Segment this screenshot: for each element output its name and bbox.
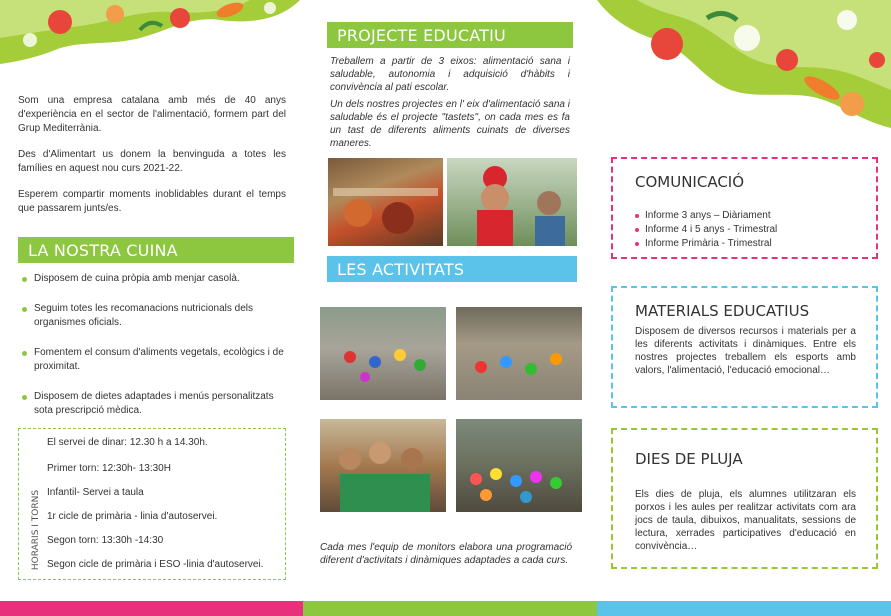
food-decoration-top-right [597,0,891,128]
materials-box [611,286,878,408]
section-title-cuina [18,237,294,263]
section-title-projecte [327,22,573,48]
photo-playground-1 [320,307,446,400]
photo-playground-2 [456,307,582,400]
pluja-text: Els dies de pluja, els alumnes utilitzaran els porxos i les aules per realitzar activitats com ara jocs de taula, dibuixos, manualitats, sessions de lectura, xerrades participatives d'educació en convivència… [635,489,856,552]
footer-bar-green [303,601,597,616]
food-decoration-top-left [0,0,300,70]
schedule-row: Infantil- Servei a taula [47,487,144,498]
photo-children-cooking [447,158,577,246]
projecte-paragraph-2: Un dels nostres projectes en l' eix d'alimentació sana i saludable és el projecte "tastets", on cada mes es fa un tast de diferents aliments cuinats de diverses maneres. [330,99,570,149]
comunicacio-list [635,209,777,251]
footer-bar-pink [0,601,303,616]
materials-title: MATERIALS EDUCATIUS [635,302,810,320]
intro-paragraph-3: Esperem compartir moments inoblidables durant el temps que passarem junts/es. [18,189,286,214]
section-title-activitats [327,256,577,282]
cuina-title-text: LA NOSTRA CUINA [28,240,178,260]
schedule-row: Primer torn: 12:30h- 13:30H [47,463,171,474]
materials-text: Disposem de diversos recursos i materials per a les diferents activitats i dinàmiques. Entre els nostres projectes treballem els esports amb valors, l'alimentació, l'educació emocional… [635,326,856,376]
projecte-paragraph-1: Treballem a partir de 3 eixos: alimentació sana i saludable, autonomia i adquisició d'hàbits i convivència al pati escolar. [330,56,570,93]
intro-paragraph-2: Des d'Alimentart us donem la benvinguda a totes les famílies en aquest nou curs 2021-22. [18,149,286,174]
cuina-item: Disposem de cuina pròpia amb menjar casolà. [20,272,292,286]
footer-bar-blue [597,601,891,616]
schedule-row: Segon torn: 13:30h -14:30 [47,535,164,546]
schedule-label-text: HORARIS I TORNS [31,489,41,571]
comunicacio-title: COMUNICACIÓ [635,173,745,191]
pluja-box [611,428,878,569]
photo-crowd-playground [456,419,582,512]
cuina-item: Fomentem el consum d'aliments vegetals, ecològics i de proximitat. [20,346,292,374]
comunicacio-item: Informe Primària - Trimestral [635,237,777,251]
schedule-row: 1r cicle de primària - linia d'autoservei. [47,511,218,522]
schedule-row: El servei de dinar: 12.30 h a 14.30h. [47,437,208,448]
schedule-side-label [19,491,41,577]
cuina-list [20,272,292,434]
photo-group-children [320,419,446,512]
schedule-box [18,428,286,580]
intro-paragraph-1: Som una empresa catalana amb més de 40 anys d'experiència en el sector de l'alimentació, formem part del Grup Mediterrània. [18,95,286,134]
comunicacio-item: Informe 4 i 5 anys - Trimestral [635,223,777,237]
schedule-row: Segon cicle de primària i ESO -linia d'autoservei. [47,559,264,570]
cuina-item: Disposem de dietes adaptades i menús personalitzats sota prescripció mèdica. [20,390,292,418]
cuina-item: Seguim totes les recomanacions nutricionals dels organismes oficials. [20,302,292,330]
comunicacio-item: Informe 3 anys – Diàriament [635,209,777,223]
photo-tasting-food [328,158,443,246]
activitats-caption: Cada mes l'equip de monitors elabora una programació diferent d'activitats i dinàmiques adaptades a cada curs. [320,542,572,566]
activitats-title-text: LES ACTIVITATS [337,259,465,279]
pluja-title: DIES DE PLUJA [635,450,743,468]
comunicacio-box [611,157,878,259]
projecte-title-text: PROJECTE EDUCATIU [337,25,506,45]
